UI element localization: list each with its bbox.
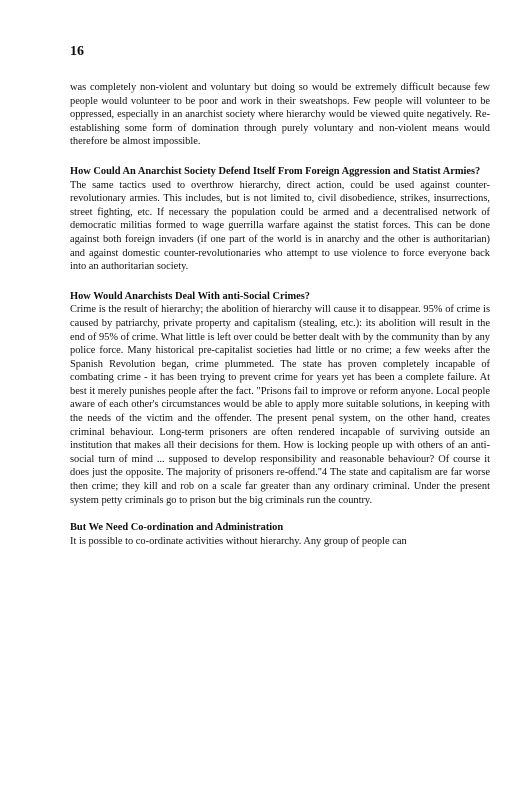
page-content (70, 81, 490, 548)
page-number: 16 (70, 44, 84, 59)
section-heading: But We Need Co-ordination and Administration (70, 522, 284, 534)
section-defense (70, 165, 490, 274)
intro-paragraph: was completely non-violent and voluntary but doing so would be extremely difficult because few people would volunteer to be poor and work in their sweatshops. Few people will volunteer to be oppressed, especially in an anarchist society where hierarchy would be viewed quite negatively. Re-establishing some form of domination through purely voluntary and non-violent means would therefore be almost impossible. (70, 82, 490, 148)
section-crime (70, 290, 490, 508)
section-body: Crime is the result of hierarchy; the abolition of hierarchy will cause it to disappear. 95% of crime is caused by patriarchy, private property and capitalism (stealing, etc.): its abolition will result in the end of 95% of crime. What little is left over could be better dealt with by the community than by any police force. Many historical pre-capitalist societies had little or no crime; a few weeks after the Spanish Revolution began, crime plummeted. The state has proven completely incapable of combating crime - it has been trying to prevent crime for years yet has been a complete failure. At best it merely punishes people after the fact. "Prisons fail to improve or reform anyone. Local people aware of each other's circumstances would be able to apply more suitable solutions, in keeping with the needs of the victim and the offender. The present penal system, on the other hand, creates criminal behaviour. Long-term prisoners are often rendered incapable of surviving outside an institution that makes all their decisions for them. How is locking people up with others of an anti-social turn of mind ... supposed to develop responsibility and reasonable behaviour? Of course it does just the opposite. The majority of prisoners re-offend."4 The state and capitalism are far worse then crime; they kill and rob on a scale far greater than any ordinary criminal. Under the present system petty criminals go to prison but the big criminals run the country. (70, 304, 490, 506)
section-heading: How Could An Anarchist Society Defend Itself From Foreign Aggression and Statist Armies? (70, 165, 481, 177)
section-heading: How Would Anarchists Deal With anti-Social Crimes? (70, 290, 310, 302)
section-coordination (70, 521, 490, 548)
section-body: The same tactics used to overthrow hierarchy, direct action, could be used against counter-revolutionary armies. This includes, but is not limited to, civil disobedience, strikes, insurrections, street fighting, etc. If necessary the population could be armed and a decentralised network of democratic militias formed to wage guerrilla warfare against the statist forces. This can be done against both foreign invaders (if one part of the world is in anarchy and the other is authoritarian) and against domestic counter-revolutionaries who attempt to use violence to force everyone back into an authoritarian society. (70, 179, 490, 273)
section-body: It is possible to co-ordinate activities without hierarchy. Any group of people can (70, 535, 407, 547)
